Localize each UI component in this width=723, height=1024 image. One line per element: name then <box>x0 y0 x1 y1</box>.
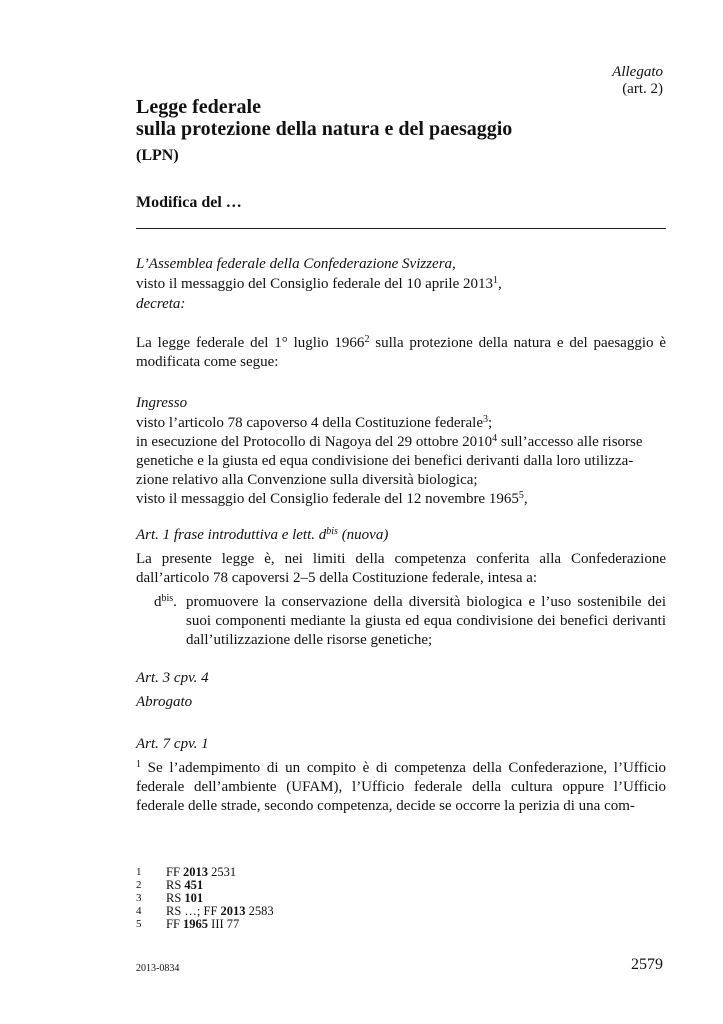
title-divider <box>136 228 666 229</box>
ingresso-line: genetiche e la giusta ed equa condivisione dei benefici derivanti dalla loro utilizza- <box>136 453 634 469</box>
art3-text: Abrogato <box>136 694 193 710</box>
paragraph-number: 1 <box>136 759 141 770</box>
law-title-line2: sulla protezione della natura e del paesaggio <box>136 118 513 140</box>
ingresso-line: in esecuzione del Protocollo di Nagoya del 29 ottobre 2010$^4$ sull’accesso alle risorse <box>136 433 643 450</box>
intro-paragraph: La legge federale del 1° luglio 1966$^2$ sulla protezione della natura e del paesaggio è modificata come segue: <box>136 334 666 370</box>
footnote-ref: 1 <box>493 275 499 286</box>
annex-label: Allegato <box>612 64 663 80</box>
ingresso-heading: Ingresso <box>136 395 188 411</box>
preamble-decreta: decreta: <box>136 296 186 312</box>
amendment-heading: Modifica del … <box>136 194 242 211</box>
art7-heading: Art. 7 cpv. 1 <box>136 736 209 752</box>
ingresso-line: visto l’articolo 78 capoverso 4 della Costituzione federale$^3$; <box>136 414 493 431</box>
footnote-ref: 3 <box>482 414 488 425</box>
preamble-visto: visto il messaggio del Consiglio federale del 10 aprile 2013$^1$, <box>136 275 502 292</box>
art1-item-label: $d^{bis}$. <box>154 593 177 610</box>
law-abbreviation: (LPN) <box>136 147 179 164</box>
art3-heading: Art. 3 cpv. 4 <box>136 670 209 686</box>
footnote-ref: 4 <box>492 433 498 444</box>
footnote-ref: 5 <box>518 490 524 501</box>
art1-text: La presente legge è, nei limiti della competenza conferita alla Confederazione dall’articolo 78 capoversi 2–5 della Costituzione federale, intesa a: <box>136 551 666 586</box>
law-title-line1: Legge federale <box>136 96 261 118</box>
footnote-ref: 2 <box>364 334 370 345</box>
document-code: 2013-0834 <box>136 963 180 974</box>
ingresso-body <box>136 414 666 509</box>
art1-item-text: promuovere la conservazione della diversità biologica e l’uso sostenibile dei suoi componenti mediante la giusta ed equa condivisione dei benefici derivanti dall’utilizzazione delle risorse genetiche; <box>186 594 666 648</box>
annex-article-ref: (art. 2) <box>622 81 663 97</box>
ingresso-line: visto il messaggio del Consiglio federale del 12 novembre 1965$^5$, <box>136 490 528 507</box>
art7-paragraph: $^1$ Se l’adempimento di un compito è di competenza della Confederazione, l’Ufficio federale dell’ambiente (UFAM), l’Ufficio federale della cultura oppure l’Ufficio federale delle strade, secondo competenza, decide se occorre la perizia di una com- <box>136 759 666 814</box>
preamble-assembly: L’Assemblea federale della Confederazione Svizzera, <box>136 256 456 272</box>
art1-heading: Art. 1 frase introduttiva e lett. $d^{bis}$ (nuova) <box>136 526 389 543</box>
ingresso-line: zione relativo alla Convenzione sulla diversità biologica; <box>136 472 478 488</box>
page-number: 2579 <box>631 956 663 973</box>
